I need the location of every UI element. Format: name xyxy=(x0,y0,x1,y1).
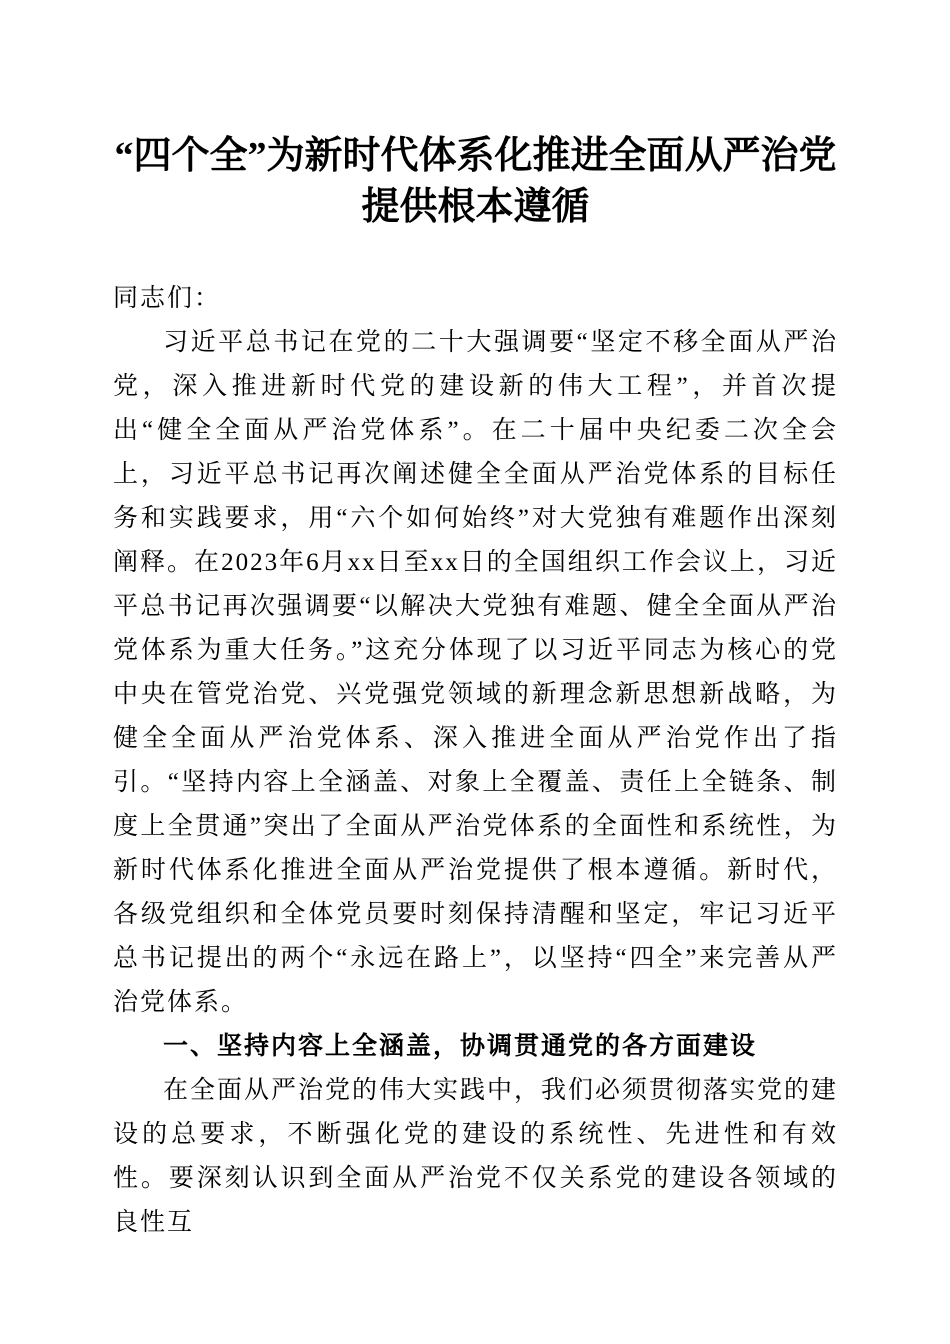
document-title-line-2: 提供根本遵循 xyxy=(361,186,590,228)
body-paragraph-2: 在全面从严治党的伟大实践中，我们必须贯彻落实党的建设的总要求，不断强化党的建设的系统性、先进性和有效性。要深刻认识到全面从严治党不仅关系党的建设各领域的良性互 xyxy=(113,1077,839,1236)
salutation-line: 同志们： xyxy=(113,285,222,312)
document-title-line-1: “四个全”为新时代体系化推进全面从严治党 xyxy=(114,135,837,177)
document-title xyxy=(113,131,838,233)
section-1-heading: 一、坚持内容上全涵盖，协调贯通党的各方面建设 xyxy=(163,1033,758,1060)
document-body xyxy=(113,277,838,1245)
body-paragraph-1: 习近平总书记在党的二十大强调要“坚定不移全面从严治党，深入推进新时代党的建设新的伟大工程”，并首次提出“健全全面从严治党体系”。在二十届中央纪委二次全会上，习近平总书记再次阐述健全全面从严治党体系的目标任务和实践要求，用“六个如何始终”对大党独有难题作出深刻阐释。在2023年6月xx日至xx日的全国组织工作会议上，习近平总书记再次强调要“以解决大党独有难题、健全全面从严治党体系为重大任务。”这充分体现了以习近平同志为核心的党中央在管党治党、兴党强党领域的新理念新思想新战略，为健全全面从严治党体系、深入推进全面从严治党作出了指引。“坚持内容上全涵盖、对象上全覆盖、责任上全链条、制度上全贯通”突出了全面从严治党体系的全面性和系统性，为新时代体系化推进全面从严治党提供了根本遵循。新时代，各级党组织和全体党员要时刻保持清醒和坚定，牢记习近平总书记提出的两个“永远在路上”，以坚持“四全”来完善从严治党体系。 xyxy=(113,329,838,1016)
